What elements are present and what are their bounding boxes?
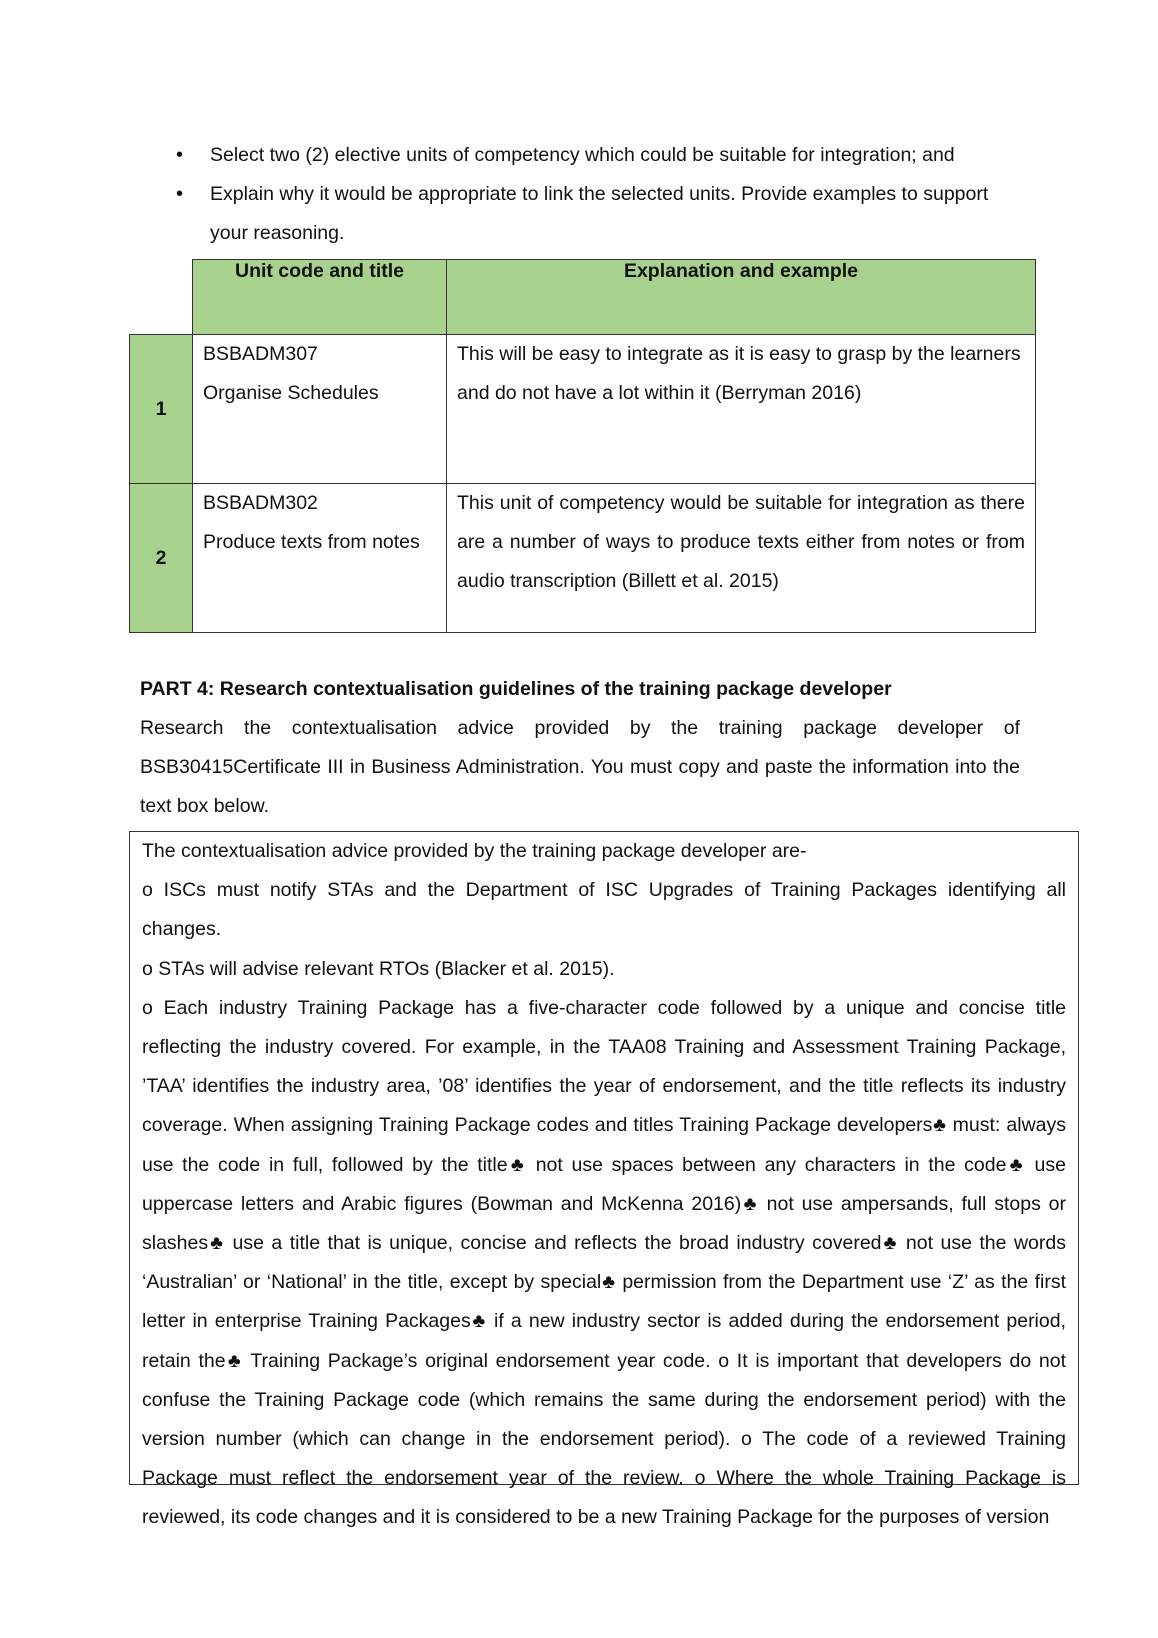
- bullet-item: • Select two (2) elective units of competency which could be suitable for integration; and: [170, 136, 1030, 175]
- answer-text-box[interactable]: [129, 831, 1079, 1529]
- explanation-cell: This will be easy to integrate as it is easy to grasp by the learners and do not have a lot within it (Berryman 2016): [447, 335, 1036, 484]
- header-blank-cell: [130, 260, 193, 335]
- unit-title: Organise Schedules: [203, 382, 379, 404]
- row-number: 2: [130, 484, 193, 633]
- unit-cell: [193, 484, 447, 633]
- unit-title: Produce texts from notes: [203, 531, 420, 553]
- unit-cell: [193, 335, 447, 484]
- header-unit-code-title: Unit code and title: [193, 260, 447, 335]
- text-box-line: o ISCs must notify STAs and the Department of ISC Upgrades of Training Packages identifying all changes.: [142, 879, 1066, 941]
- row-number: 1: [130, 335, 193, 484]
- bullet-item: • Explain why it would be appropriate to link the selected units. Provide examples to support your reasoning.: [170, 175, 1030, 253]
- units-table: [129, 259, 1036, 633]
- table-header-row: [130, 260, 1036, 335]
- part4-instructions: Research the contextualisation advice provided by the training package developer of BSB30415Certificate III in Business Administration. You must copy and paste the information into the text box below.: [140, 717, 1020, 817]
- table-row: [130, 335, 1036, 484]
- table-row: [130, 484, 1036, 633]
- part4-heading: PART 4: Research contextualisation guidelines of the training package developer: [140, 678, 892, 700]
- instruction-bullet-list: [170, 136, 1030, 253]
- text-box-line: o Each industry Training Package has a five-character code followed by a unique and concise title reflecting the industry covered. For example, in the TAA08 Training and Assessment Training Package, ’TAA’ identifies the industry area, ’08’ identifies the year of endorsement, and the title reflects its industry coverage. When assigning Training Package codes and titles Training Package developers♣ must: always use the code in full, followed by the title♣ not use spaces between any characters in the code♣ use uppercase letters and Arabic figures (Bowman and McKenna 2016)♣ not use ampersands, full stops or slashes♣ use a title that is unique, concise and reflects the broad industry covered♣ not use the words ‘Australian’ or ‘National’ in the title, except by special♣ permission from the Department use ‘Z’ as the first letter in enterprise Training Packages♣ if a new industry sector is added during the endorsement period, retain the♣ Training Package’s original endorsement year code. o It is important that developers do not confuse the Training Package code (which remains the same during the endorsement period) with the version number (which can change in the endorsement period). o The code of a reviewed Training Package must reflect the endorsement year of the review. o Where the whole Training Package is reviewed, its code changes and it is considered to be a new Training Package for the purposes of version: [142, 996, 1066, 1529]
- header-explanation: Explanation and example: [447, 260, 1036, 335]
- part4-section: [140, 670, 1020, 826]
- unit-code: BSBADM302: [203, 492, 318, 514]
- text-box-line: o STAs will advise relevant RTOs (Blacker et al. 2015).: [142, 957, 615, 980]
- text-box-line: The contextualisation advice provided by the training package developer are-: [142, 840, 807, 862]
- explanation-cell: This unit of competency would be suitable for integration as there are a number of ways to produce texts either from notes or from audio transcription (Billett et al. 2015): [447, 484, 1036, 633]
- unit-code: BSBADM307: [203, 343, 318, 365]
